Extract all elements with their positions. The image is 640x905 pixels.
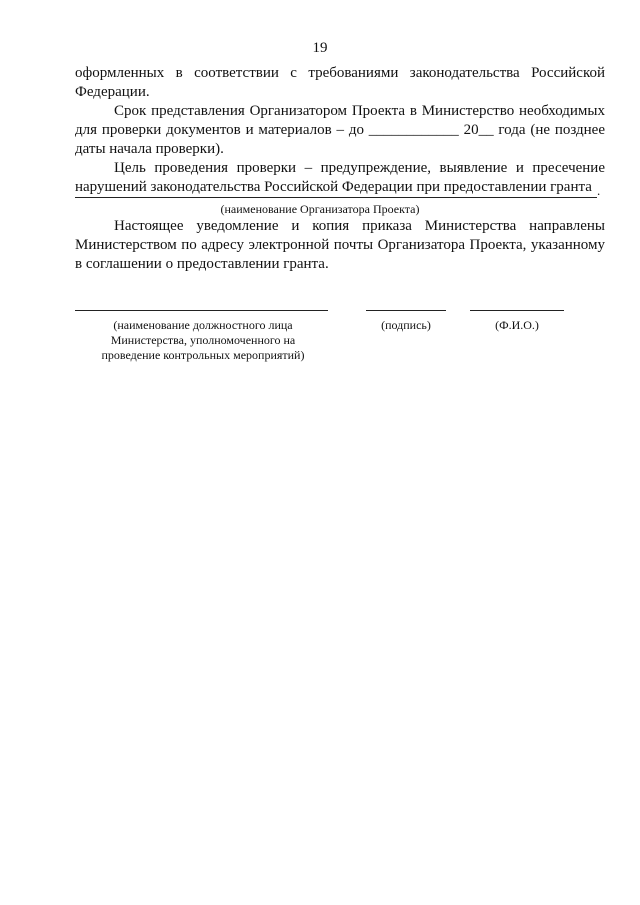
paragraph-purpose: Цель проведения проверки – предупреждение, выявление и пресечение нарушений законодательства Российской Федерации при предоставлении гранта — [75, 160, 605, 195]
position-line — [75, 310, 328, 311]
organizer-name-caption: (наименование Организатора Проекта) — [220, 202, 420, 216]
line-end-period: . — [597, 183, 601, 198]
paragraph-notification: Настоящее уведомление и копия приказа Министерства направлены Министерством по адресу электронной почты Организатора Проекта, указанному в соглашении о предоставлении гранта. — [75, 218, 605, 272]
organizer-name-line — [75, 197, 597, 198]
page-number: 19 — [312, 40, 328, 56]
body-block-bottom — [75, 217, 605, 274]
name-line — [470, 310, 564, 311]
name-caption: (Ф.И.О.) — [495, 318, 539, 332]
signature-caption: (подпись) — [381, 318, 431, 332]
paragraph-continuation: оформленных в соответствии с требованиями законодательства Российской Федерации. — [75, 65, 605, 100]
body-block-top — [75, 64, 605, 197]
paragraph-deadline: Срок представления Организатором Проекта в Министерство необходимых для проверки документов и материалов – до ____________ 20__ года (не позднее даты начала проверки). — [75, 103, 605, 157]
position-caption: (наименование должностного лица Министерства, уполномоченного на проведение контрольных мероприятий) — [101, 318, 305, 362]
signature-line — [366, 310, 446, 311]
